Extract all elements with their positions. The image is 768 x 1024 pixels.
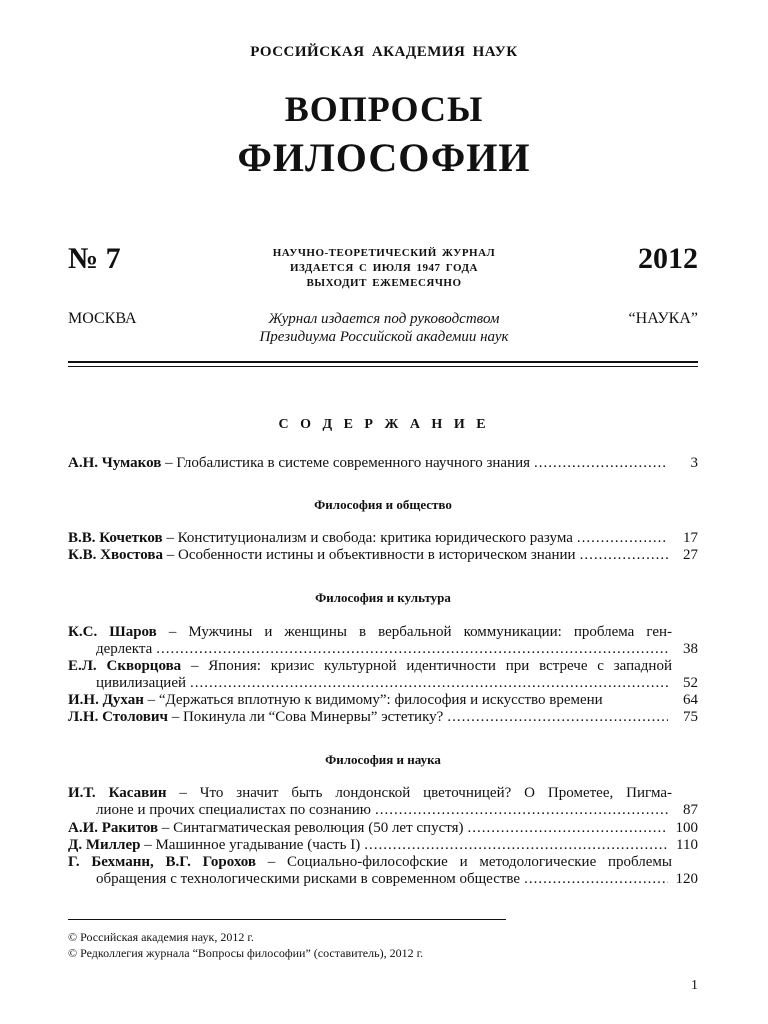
toc-leader — [156, 641, 668, 658]
toc-page: 87 — [683, 802, 698, 818]
toc-title: – Особенности истины и объективности в историческом знании — [163, 547, 576, 563]
toc-entry[interactable] — [68, 785, 698, 819]
toc-leader — [524, 871, 668, 888]
contents-heading: С О Д Е Р Ж А Н И Е — [278, 417, 490, 432]
toc-author: А.И. Ракитов — [68, 820, 159, 836]
toc-title: – Покинула ли “Сова Минервы” эстетику? — [167, 709, 444, 725]
section-heading-science: Философия и наука — [325, 752, 441, 767]
toc-entry[interactable] — [68, 624, 698, 658]
toc-author: Д. Миллер — [68, 837, 141, 853]
toc-entry[interactable] — [68, 709, 698, 726]
toc-page: 3 — [690, 455, 698, 471]
toc-entry[interactable] — [68, 530, 698, 547]
toc-page: 64 — [683, 692, 698, 708]
toc-title: – Япония: кризис культурной идентичности при встрече с западной — [181, 658, 672, 674]
toc-leader — [534, 455, 668, 472]
toc-title: – Конституционализм и свобода: критика юридического разума — [162, 530, 573, 546]
toc-entry[interactable] — [68, 455, 698, 472]
toc-title: – Глобалистика в системе современного научного знания — [161, 455, 531, 471]
toc-author: Г. Бехманн, В.Г. Горохов — [68, 854, 256, 870]
toc-entry[interactable] — [68, 547, 698, 564]
toc-page: 52 — [683, 675, 698, 691]
toc-title: – Машинное угадывание (часть I) — [140, 837, 361, 853]
section-heading-society: Философия и общество — [314, 497, 452, 512]
toc-title: – Социально-философские и методологические проблемы — [256, 854, 672, 870]
page-number: 1 — [691, 978, 698, 993]
journal-info-line1: НАУЧНО-ТЕОРЕТИЧЕСКИЙ ЖУРНАЛ — [272, 247, 496, 259]
toc-leader — [577, 530, 668, 547]
toc-author: И.Н. Духан — [68, 692, 144, 708]
issue-year: 2012 — [638, 242, 698, 275]
toc-page: 38 — [683, 641, 698, 657]
toc-page: 75 — [683, 709, 698, 725]
toc-entry[interactable] — [68, 692, 698, 709]
toc-title-cont: лионе и прочих специалистах по сознанию — [96, 802, 371, 818]
toc-leader — [190, 675, 668, 692]
supervision-line2: Президиума Российской академии наук — [259, 329, 509, 345]
toc-title-cont: обращения с технологическими рисками в современном обществе — [96, 871, 521, 887]
toc-title: – “Держаться вплотную к видимому”: философия и искусство времени — [143, 692, 603, 708]
toc-author: Л.Н. Столович — [68, 709, 168, 725]
toc-title-cont: цивилизацией — [96, 675, 186, 691]
toc-author: А.Н. Чумаков — [68, 455, 162, 471]
toc-page: 27 — [683, 547, 698, 563]
copyright-editorial: © Редколлегия журнала “Вопросы философии” (составитель), 2012 г. — [68, 946, 424, 960]
publication-city: МОСКВА — [68, 310, 137, 327]
copyright-academy: © Российская академия наук, 2012 г. — [68, 930, 254, 944]
toc-title: – Мужчины и женщины в вербальной коммуникации: проблема ген- — [156, 624, 672, 640]
toc-entry[interactable] — [68, 837, 698, 854]
header-rule-thin — [68, 366, 698, 367]
issue-number: № 7 — [68, 242, 121, 275]
toc-entry[interactable] — [68, 820, 698, 837]
journal-title-line1: ВОПРОСЫ — [284, 89, 484, 129]
toc-leader — [375, 802, 668, 819]
toc-title: – Синтагматическая революция (50 лет спустя) — [158, 820, 464, 836]
toc-leader — [468, 820, 669, 837]
header-rule-thick — [68, 361, 698, 363]
toc-leader — [580, 547, 668, 564]
toc-author: К.С. Шаров — [68, 624, 157, 640]
toc-author: К.В. Хвостова — [68, 547, 164, 563]
section-heading-culture: Философия и культура — [315, 590, 451, 605]
journal-title-line2: ФИЛОСОФИИ — [237, 135, 531, 180]
toc-page: 17 — [683, 530, 698, 546]
toc-leader — [364, 837, 668, 854]
toc-page: 100 — [675, 820, 698, 836]
supervision-line1: Журнал издается под руководством — [268, 311, 500, 327]
toc-page: 110 — [676, 837, 698, 853]
publisher-name: “НАУКА” — [628, 310, 698, 327]
toc-title: – Что значит быть лондонской цветочницей? О Прометее, Пигма- — [166, 785, 672, 801]
journal-info-line3: ВЫХОДИТ ЕЖЕМЕСЯЧНО — [306, 277, 462, 289]
toc-author: И.Т. Касавин — [68, 785, 167, 801]
toc-entry[interactable] — [68, 658, 698, 692]
toc-page: 120 — [675, 871, 698, 887]
footnote-rule — [68, 919, 506, 920]
toc-title-cont: дерлекта — [96, 641, 153, 657]
toc-author: В.В. Кочетков — [68, 530, 163, 546]
toc-author: Е.Л. Скворцова — [68, 658, 182, 674]
academy-name: РОССИЙСКАЯ АКАДЕМИЯ НАУК — [250, 44, 518, 60]
toc-entry[interactable] — [68, 854, 698, 888]
journal-info-line2: ИЗДАЕТСЯ С ИЮЛЯ 1947 ГОДА — [290, 262, 478, 274]
toc-leader — [447, 709, 668, 726]
